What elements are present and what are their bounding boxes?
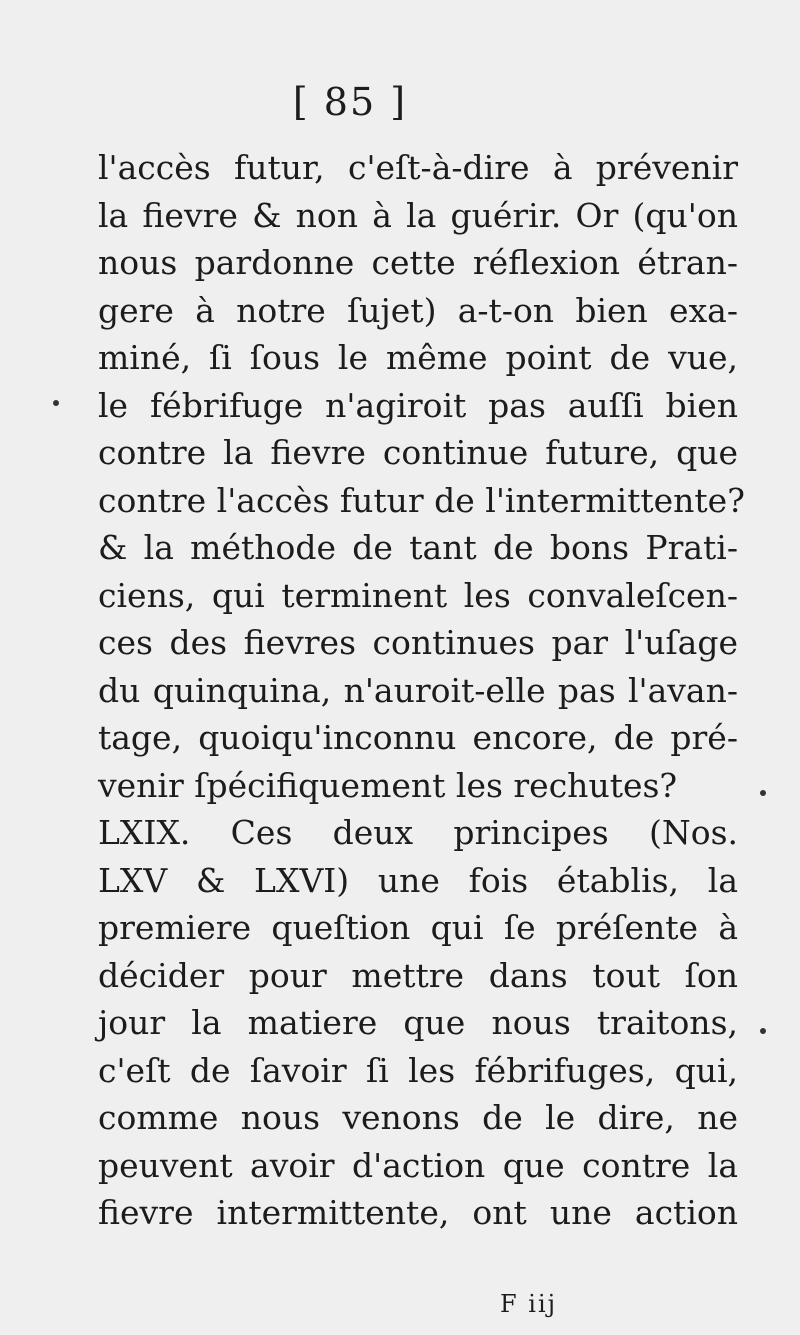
- text-line: du quinquina, n'auroit-elle pas l'avan-: [98, 670, 738, 710]
- body-text: [98, 144, 745, 1237]
- text-line: miné, ſi ſous le même point de vue,: [98, 338, 738, 377]
- margin-dot: [760, 1028, 766, 1034]
- text-line: peuvent avoir d'action que contre la: [98, 1145, 738, 1185]
- text-line: contre l'accès futur de l'intermittente?: [98, 480, 745, 520]
- section-heading-line: LXIX. Ces deux principes (Nos.: [98, 813, 738, 852]
- margin-dot: [53, 400, 59, 406]
- text-line: l'accès futur, c'eſt-à-dire à prévenir: [98, 148, 738, 187]
- margin-dot: [760, 790, 766, 796]
- text-line: nous pardonne cette réflexion étran-: [98, 243, 738, 282]
- text-line: ciens, qui terminent les convaleſcen-: [98, 575, 738, 615]
- text-line: jour la matiere que nous traitons,: [98, 1003, 738, 1042]
- page-number: [ 85 ]: [292, 80, 408, 124]
- text-line: fievre intermittente, ont une action: [98, 1193, 738, 1232]
- signature-mark: F iij: [500, 1290, 558, 1318]
- text-line: & la méthode de tant de bons Prati-: [98, 528, 738, 567]
- text-line: gere à notre ſujet) a-t-on bien exa-: [98, 290, 738, 330]
- text-line: comme nous venons de le dire, ne: [98, 1098, 738, 1137]
- text-line: ces des fievres continues par l'uſage: [98, 623, 738, 662]
- text-line: tage, quoiqu'inconnu encore, de pré-: [98, 718, 738, 757]
- text-line: décider pour mettre dans tout ſon: [98, 955, 738, 995]
- text-line: la fievre & non à la guérir. Or (qu'on: [98, 195, 738, 235]
- text-line: contre la fievre continue future, que: [98, 433, 738, 472]
- text-line: c'eſt de ſavoir ſi les fébrifuges, qui,: [98, 1050, 738, 1090]
- text-line: le fébrifuge n'agiroit pas auſſi bien: [98, 385, 738, 425]
- text-line: venir ſpécifiquement les rechutes?: [98, 765, 678, 805]
- text-line: premiere queſtion qui ſe préſente à: [98, 908, 738, 947]
- text-line: LXV & LXVI) une fois établis, la: [98, 860, 738, 900]
